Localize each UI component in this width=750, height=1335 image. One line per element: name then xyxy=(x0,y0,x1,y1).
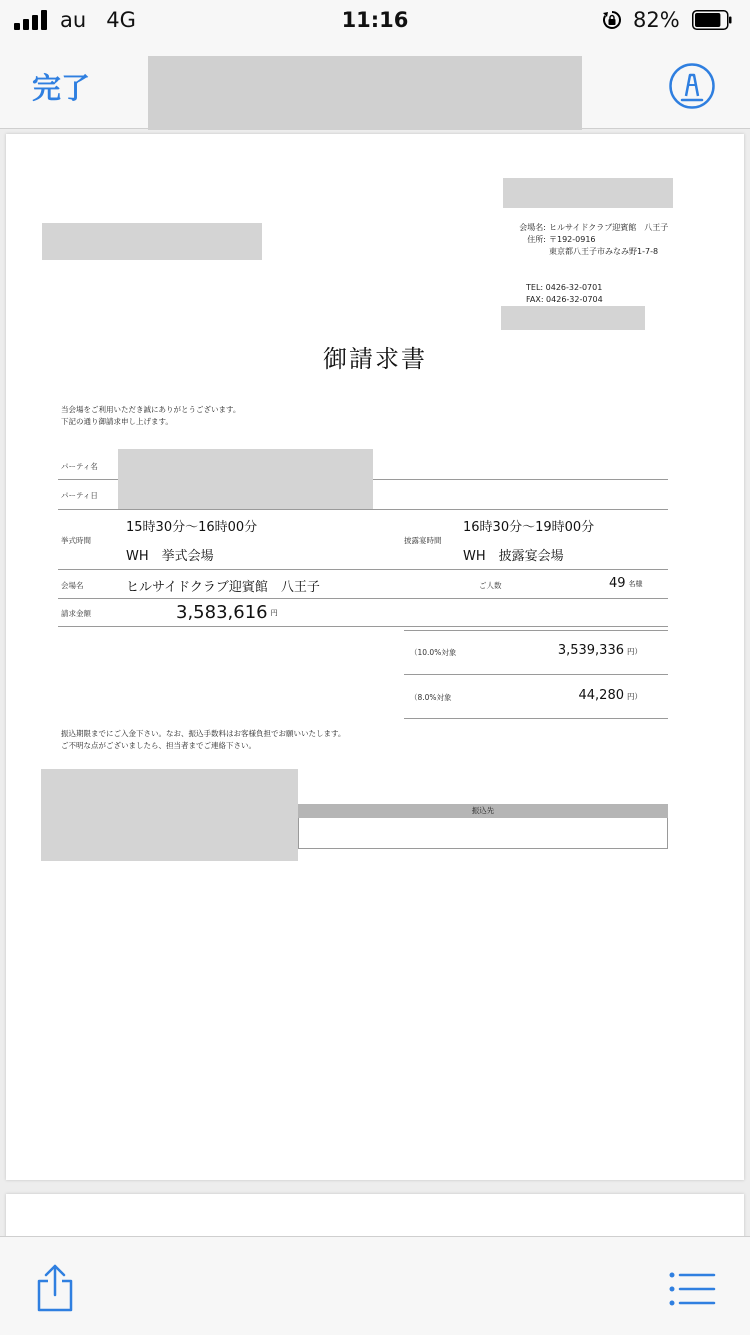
note-line-2: ご不明な点がございましたら、担当者までご連絡下さい。 xyxy=(61,741,256,750)
guests-unit: 名様 xyxy=(628,579,643,588)
payment-note xyxy=(61,728,345,752)
amount-label: 請求金額 xyxy=(61,609,91,618)
guests-count xyxy=(609,576,643,591)
note-line-1: 振込期限までにご入金下さい。なお、振込手数料はお客様負担でお願いいたします。 xyxy=(61,729,346,738)
bottom-toolbar xyxy=(0,1236,750,1335)
divider xyxy=(58,509,668,510)
battery-percentage: 82% xyxy=(633,8,680,32)
tax-8-value: 44,280 xyxy=(578,688,624,703)
venue-fax: FAX: 0426-32-0704 xyxy=(526,295,603,304)
venue-name-label: 会場名: xyxy=(519,223,546,232)
document-page[interactable] xyxy=(6,134,744,1180)
markup-pen-icon[interactable] xyxy=(668,62,716,110)
divider xyxy=(404,674,668,675)
tax-8-amount xyxy=(526,688,642,703)
share-icon[interactable] xyxy=(34,1263,76,1313)
party-name-label: パーティ名 xyxy=(61,462,98,471)
rotation-lock-icon xyxy=(602,10,622,30)
venue-address-label: 住所: xyxy=(527,235,546,244)
bank-header: 振込先 xyxy=(298,804,668,818)
reception-time-label: 披露宴時間 xyxy=(404,536,442,545)
venue-contact xyxy=(526,282,603,306)
intro-text xyxy=(61,404,240,428)
divider xyxy=(404,718,668,719)
reception-time: 16時30分～19時00分 xyxy=(463,520,595,535)
ceremony-place: WH 挙式会場 xyxy=(126,549,214,564)
intro-line-2: 下記の通り御請求申し上げます。 xyxy=(61,417,173,426)
redacted-stamp xyxy=(501,306,645,330)
venue-info xyxy=(516,222,668,258)
party-date-label: パーティ日 xyxy=(61,491,98,500)
venue-label: 会場名 xyxy=(61,581,84,590)
tax-8-label: （8.0%対象 xyxy=(410,693,452,702)
redacted-bank-info xyxy=(41,769,298,861)
venue-value: ヒルサイドクラブ迎賓館 八王子 xyxy=(126,580,320,595)
navigation-bar xyxy=(0,40,750,129)
tax-10-unit: 円） xyxy=(627,647,642,656)
done-button[interactable]: 完了 xyxy=(32,71,91,105)
tax-10-amount xyxy=(526,643,642,658)
tax-10-label: （10.0%対象 xyxy=(410,648,457,657)
tax-10-value: 3,539,336 xyxy=(557,643,624,658)
amount-value: 3,583,616 xyxy=(176,602,268,623)
redacted-title xyxy=(148,56,582,130)
venue-postal: 〒192-0916 xyxy=(549,235,596,244)
network-type: 4G xyxy=(106,8,136,32)
clock: 11:16 xyxy=(341,8,409,32)
divider xyxy=(58,569,668,570)
redacted-recipient xyxy=(42,223,262,260)
redacted-logo xyxy=(503,178,673,208)
divider xyxy=(58,626,668,627)
bank-details-box xyxy=(298,818,668,849)
status-bar xyxy=(0,0,750,40)
invoice-title: 御請求書 xyxy=(323,345,427,373)
tax-8-unit: 円） xyxy=(627,692,642,701)
redacted-party-info xyxy=(118,449,373,509)
venue-address: 東京都八王子市みなみ野1-7-8 xyxy=(549,247,659,256)
intro-line-1: 当会場をご利用いただき誠にありがとうございます。 xyxy=(61,405,241,414)
ceremony-time: 15時30分～16時00分 xyxy=(126,520,258,535)
guests-value: 49 xyxy=(609,576,626,591)
venue-tel: TEL: 0426-32-0701 xyxy=(526,283,603,292)
divider xyxy=(58,598,668,599)
ceremony-time-label: 挙式時間 xyxy=(61,536,91,545)
total-amount xyxy=(176,602,278,623)
list-icon[interactable] xyxy=(668,1271,716,1307)
venue-name: ヒルサイドクラブ迎賓館 八王子 xyxy=(549,223,669,232)
reception-place: WH 披露宴会場 xyxy=(463,549,564,564)
carrier-name: au xyxy=(60,8,87,32)
divider xyxy=(404,630,668,631)
amount-unit: 円 xyxy=(270,609,278,617)
battery-icon xyxy=(692,10,732,30)
guests-label: ご人数 xyxy=(479,581,502,590)
